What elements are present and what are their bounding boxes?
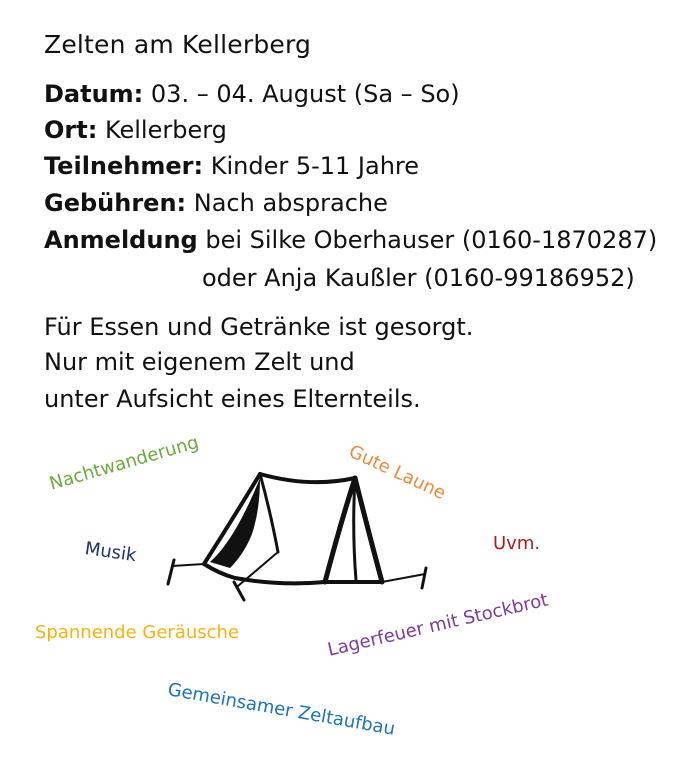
word-lagerfeuer: Lagerfeuer mit Stockbrot (325, 589, 551, 661)
ort-value: Kellerberg (97, 116, 227, 144)
word-uvm: Uvm. (493, 533, 541, 554)
datum-value: 03. – 04. August (Sa – So) (143, 80, 460, 108)
ort-label: Ort: (44, 116, 98, 144)
teilnehmer-line (44, 152, 419, 180)
ort-line (44, 116, 227, 144)
datum-label: Datum: (44, 80, 144, 108)
anmeldung-value: bei Silke Oberhauser (0160-1870287) (197, 226, 658, 254)
anmeldung-label: Anmeldung (44, 226, 198, 254)
anmeldung-line-2: oder Anja Kaußler (0160-99186952) (202, 264, 635, 292)
datum-line (44, 80, 460, 108)
paragraph-line-3: unter Aufsicht eines Elternteils. (44, 385, 421, 413)
teilnehmer-value: Kinder 5-11 Jahre (203, 152, 420, 180)
word-gute-laune: Gute Laune (345, 440, 449, 505)
paragraph-line-1: Für Essen und Getränke ist gesorgt. (44, 313, 474, 341)
gebuehren-label: Gebühren: (44, 189, 187, 217)
word-nachtwanderung: Nachtwanderung (47, 431, 202, 495)
gebuehren-line (44, 189, 388, 217)
word-gemeinsamer-zeltaufbau: Gemeinsamer Zeltaufbau (166, 679, 397, 740)
word-musik: Musik (83, 538, 138, 567)
tent-icon (160, 470, 450, 610)
anmeldung-line (44, 226, 657, 254)
flyer-title: Zelten am Kellerberg (44, 30, 312, 59)
gebuehren-value: Nach absprache (186, 189, 388, 217)
teilnehmer-label: Teilnehmer: (44, 152, 204, 180)
word-spannende-geraeusche: Spannende Geräusche (35, 622, 240, 643)
paragraph-line-2: Nur mit eigenem Zelt und (44, 348, 355, 376)
